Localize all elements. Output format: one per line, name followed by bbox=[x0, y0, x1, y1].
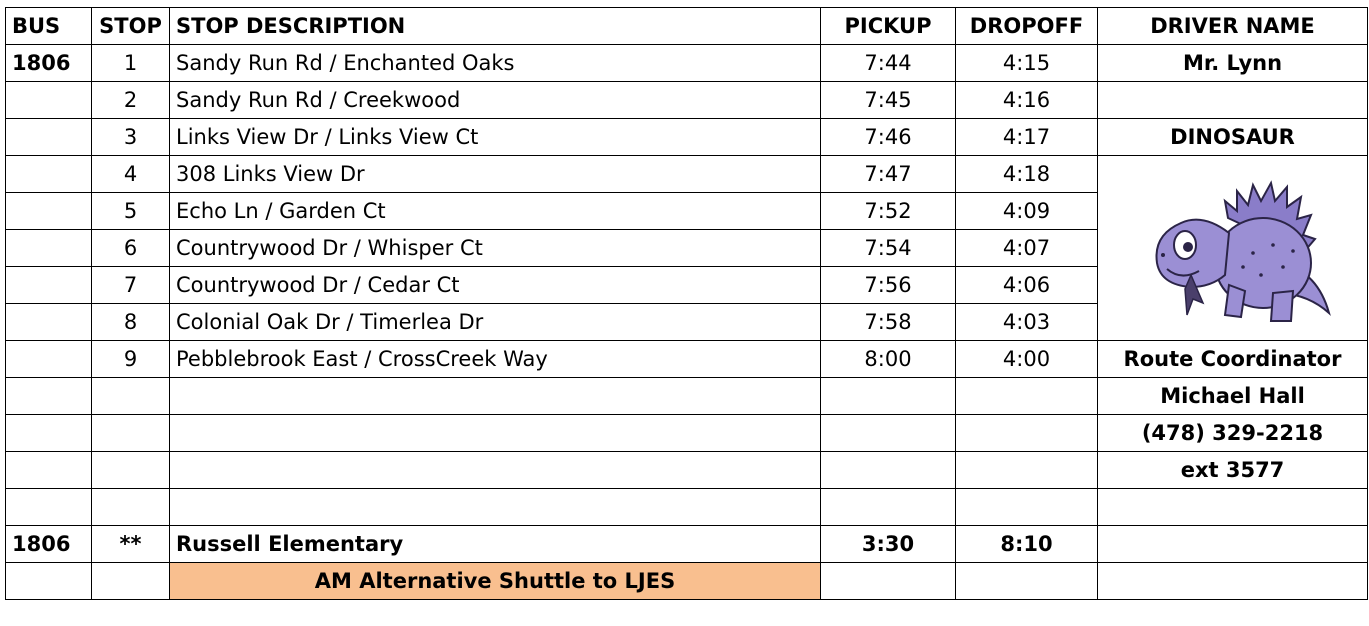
stop-cell: 8 bbox=[92, 304, 170, 341]
stop-cell: 4 bbox=[92, 156, 170, 193]
description-cell bbox=[170, 452, 821, 489]
dropoff-cell: 8:10 bbox=[956, 526, 1098, 563]
stop-cell: 6 bbox=[92, 230, 170, 267]
bus-cell bbox=[6, 156, 92, 193]
table-row bbox=[6, 156, 1368, 193]
header-row bbox=[6, 8, 1368, 45]
table-row bbox=[6, 378, 1368, 415]
dropoff-cell bbox=[956, 563, 1098, 600]
table-row bbox=[6, 119, 1368, 156]
stop-cell: 7 bbox=[92, 267, 170, 304]
dropoff-cell: 4:18 bbox=[956, 156, 1098, 193]
dropoff-cell: 4:06 bbox=[956, 267, 1098, 304]
dropoff-cell: 4:16 bbox=[956, 82, 1098, 119]
dropoff-cell: 4:17 bbox=[956, 119, 1098, 156]
dropoff-cell bbox=[956, 415, 1098, 452]
pickup-cell: 3:30 bbox=[821, 526, 956, 563]
pickup-cell: 7:52 bbox=[821, 193, 956, 230]
school-row bbox=[6, 526, 1368, 563]
stop-cell: 1 bbox=[92, 45, 170, 82]
stop-cell bbox=[92, 452, 170, 489]
description-cell: Countrywood Dr / Cedar Ct bbox=[170, 267, 821, 304]
coordinator-name: Michael Hall bbox=[1098, 378, 1368, 415]
pickup-cell: 7:47 bbox=[821, 156, 956, 193]
bus-cell bbox=[6, 267, 92, 304]
stop-cell bbox=[92, 489, 170, 526]
dropoff-cell: 4:15 bbox=[956, 45, 1098, 82]
mascot-label: DINOSAUR bbox=[1098, 119, 1368, 156]
pickup-cell: 7:58 bbox=[821, 304, 956, 341]
pickup-cell bbox=[821, 415, 956, 452]
stop-cell: 5 bbox=[92, 193, 170, 230]
table-row bbox=[6, 82, 1368, 119]
description-cell: Sandy Run Rd / Creekwood bbox=[170, 82, 821, 119]
stop-cell bbox=[92, 378, 170, 415]
bus-schedule-table bbox=[5, 7, 1368, 600]
dropoff-cell: 4:00 bbox=[956, 341, 1098, 378]
bus-cell bbox=[6, 304, 92, 341]
dinosaur-icon bbox=[1133, 163, 1333, 333]
shuttle-note: AM Alternative Shuttle to LJES bbox=[170, 563, 821, 600]
header-stop-description: STOP DESCRIPTION bbox=[170, 8, 821, 45]
driver-empty-cell bbox=[1098, 526, 1368, 563]
coordinator-phone: (478) 329-2218 bbox=[1098, 415, 1368, 452]
header-dropoff: DROPOFF bbox=[956, 8, 1098, 45]
description-cell: Colonial Oak Dr / Timerlea Dr bbox=[170, 304, 821, 341]
pickup-cell: 7:44 bbox=[821, 45, 956, 82]
table-row bbox=[6, 489, 1368, 526]
stop-cell bbox=[92, 415, 170, 452]
school-name: Russell Elementary bbox=[170, 526, 821, 563]
coordinator-title: Route Coordinator bbox=[1098, 341, 1368, 378]
bus-cell: 1806 bbox=[6, 45, 92, 82]
pickup-cell: 7:45 bbox=[821, 82, 956, 119]
description-cell: 308 Links View Dr bbox=[170, 156, 821, 193]
dropoff-cell bbox=[956, 378, 1098, 415]
description-cell bbox=[170, 489, 821, 526]
stop-cell: ** bbox=[92, 526, 170, 563]
description-cell: Pebblebrook East / CrossCreek Way bbox=[170, 341, 821, 378]
pickup-cell: 7:56 bbox=[821, 267, 956, 304]
header-stop: STOP bbox=[92, 8, 170, 45]
driver-empty-cell bbox=[1098, 82, 1368, 119]
bus-cell: 1806 bbox=[6, 526, 92, 563]
pickup-cell: 7:54 bbox=[821, 230, 956, 267]
stop-cell: 9 bbox=[92, 341, 170, 378]
driver-empty-cell bbox=[1098, 563, 1368, 600]
stop-cell: 3 bbox=[92, 119, 170, 156]
stop-cell bbox=[92, 563, 170, 600]
pickup-cell bbox=[821, 452, 956, 489]
description-cell: Links View Dr / Links View Ct bbox=[170, 119, 821, 156]
shuttle-row bbox=[6, 563, 1368, 600]
description-cell: Sandy Run Rd / Enchanted Oaks bbox=[170, 45, 821, 82]
bus-cell bbox=[6, 193, 92, 230]
bus-cell bbox=[6, 452, 92, 489]
coordinator-extension: ext 3577 bbox=[1098, 452, 1368, 489]
table-row bbox=[6, 415, 1368, 452]
header-pickup: PICKUP bbox=[821, 8, 956, 45]
bus-cell bbox=[6, 563, 92, 600]
pickup-cell: 7:46 bbox=[821, 119, 956, 156]
driver-name: Mr. Lynn bbox=[1098, 45, 1368, 82]
driver-empty-cell bbox=[1098, 489, 1368, 526]
table-row bbox=[6, 45, 1368, 82]
table-row bbox=[6, 341, 1368, 378]
dropoff-cell bbox=[956, 452, 1098, 489]
dropoff-cell: 4:07 bbox=[956, 230, 1098, 267]
bus-cell bbox=[6, 341, 92, 378]
bus-cell bbox=[6, 489, 92, 526]
bus-cell bbox=[6, 119, 92, 156]
dropoff-cell: 4:09 bbox=[956, 193, 1098, 230]
bus-cell bbox=[6, 378, 92, 415]
pickup-cell bbox=[821, 563, 956, 600]
bus-cell bbox=[6, 415, 92, 452]
dropoff-cell: 4:03 bbox=[956, 304, 1098, 341]
stop-cell: 2 bbox=[92, 82, 170, 119]
description-cell: Echo Ln / Garden Ct bbox=[170, 193, 821, 230]
pickup-cell bbox=[821, 378, 956, 415]
description-cell bbox=[170, 378, 821, 415]
mascot-image-cell bbox=[1098, 156, 1368, 341]
description-cell: Countrywood Dr / Whisper Ct bbox=[170, 230, 821, 267]
description-cell bbox=[170, 415, 821, 452]
header-bus: BUS bbox=[6, 8, 92, 45]
pickup-cell: 8:00 bbox=[821, 341, 956, 378]
bus-cell bbox=[6, 230, 92, 267]
bus-cell bbox=[6, 82, 92, 119]
header-driver-name: DRIVER NAME bbox=[1098, 8, 1368, 45]
dropoff-cell bbox=[956, 489, 1098, 526]
pickup-cell bbox=[821, 489, 956, 526]
table-row bbox=[6, 452, 1368, 489]
